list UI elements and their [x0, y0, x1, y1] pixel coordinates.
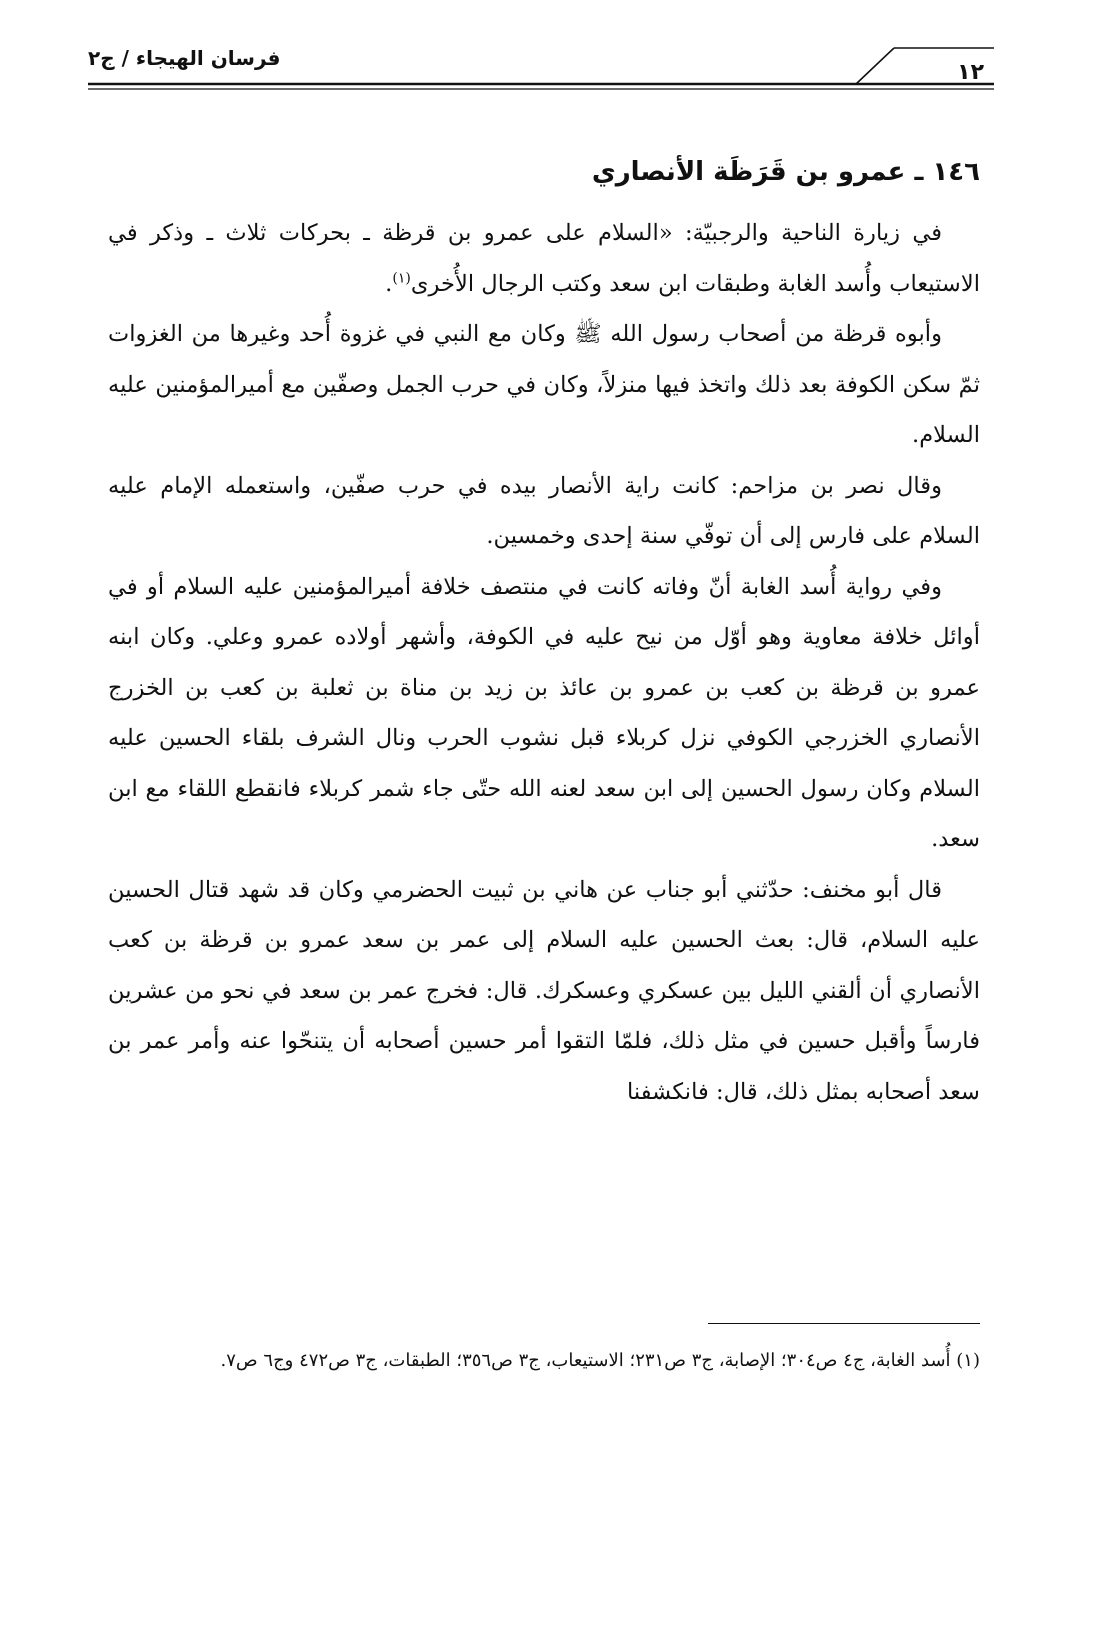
paragraph-1-text: في زيارة الناحية والرجبيّة: «السلام على عمرو بن قرظة ـ بحركات ثلاث ـ وذكر في الاستيعاب وأُسد الغابة وطبقات ابن سعد وكتب الرجال الأُخرى: [108, 220, 980, 297]
footnote-separator: [708, 1323, 980, 1324]
paragraph-4: وفي رواية أُسد الغابة أنّ وفاته كانت في منتصف خلافة أميرالمؤمنين عليه السلام أو في أوائل خلافة معاوية وهو أوّل من نيح عليه في الكوفة، وأشهر أولاده عمرو وعلي. وكان ابنه عمرو بن قرظة بن كعب بن عمرو بن عائذ بن زيد بن مناة بن ثعلبة بن كعب بن الخزرج الأنصاري الخزرجي الكوفي نزل كربلاء قبل نشوب الحرب ونال الشرف بلقاء الحسين عليه السلام وكان رسول الحسين إلى ابن سعد لعنه الله حتّى جاء شمر كربلاء فانقطع اللقاء مع ابن سعد.: [108, 573, 980, 852]
running-header: [88, 38, 994, 98]
footnote-1: (١) أُسد الغابة، ج٤ ص٣٠٤؛ الإصابة، ج٣ ص٢٣١؛ الاستيعاب، ج٣ ص٣٥٦؛ الطبقات، ج٣ ص٤٧٢ وج٦ ص٧.: [220, 1350, 980, 1371]
paragraph-5: قال أبو مخنف: حدّثني أبو جناب عن هاني بن ثبيت الحضرمي وكان قد شهد قتال الحسين عليه السلام، قال: بعث الحسين عليه السلام إلى عمر بن سعد عمرو بن قرظة بن كعب الأنصاري أن ألقني الليل بين عسكري وعسكرك. قال: فخرج عمر بن سعد في نحو من عشرين فارساً وأقبل حسين في مثل ذلك، فلمّا التقوا أمر حسين أصحابه أن يتنحّوا عنه وأمر عمر بن سعد أصحابه بمثل ذلك، قال: فانكشفنا: [108, 876, 980, 1105]
page-number: ١٢: [957, 60, 984, 85]
section-heading: ١٤٦ ـ عمرو بن قَرَظَة الأنصاري: [591, 157, 980, 187]
paragraph-3: وقال نصر بن مزاحم: كانت راية الأنصار بيده في حرب صفّين، واستعمله الإمام عليه السلام على فارس إلى أن توفّي سنة إحدى وخمسين.: [108, 472, 980, 549]
paragraph-1: [108, 208, 980, 309]
paragraph-2: وأبوه قرظة من أصحاب رسول الله ﷺ وكان مع النبي في غزوة أُحد وغيرها من الغزوات ثمّ سكن الكوفة بعد ذلك واتخذ فيها منزلاً، وكان في حرب الجمل وصفّين مع أميرالمؤمنين عليه السلام.: [108, 321, 980, 448]
paragraph-1-tail: .: [385, 270, 393, 297]
footnotes: [108, 1340, 980, 1382]
main-text: [108, 150, 980, 1117]
footnote-reference: (١): [392, 269, 411, 286]
book-title: فرسان الهيجاء / ج٢: [88, 46, 281, 70]
